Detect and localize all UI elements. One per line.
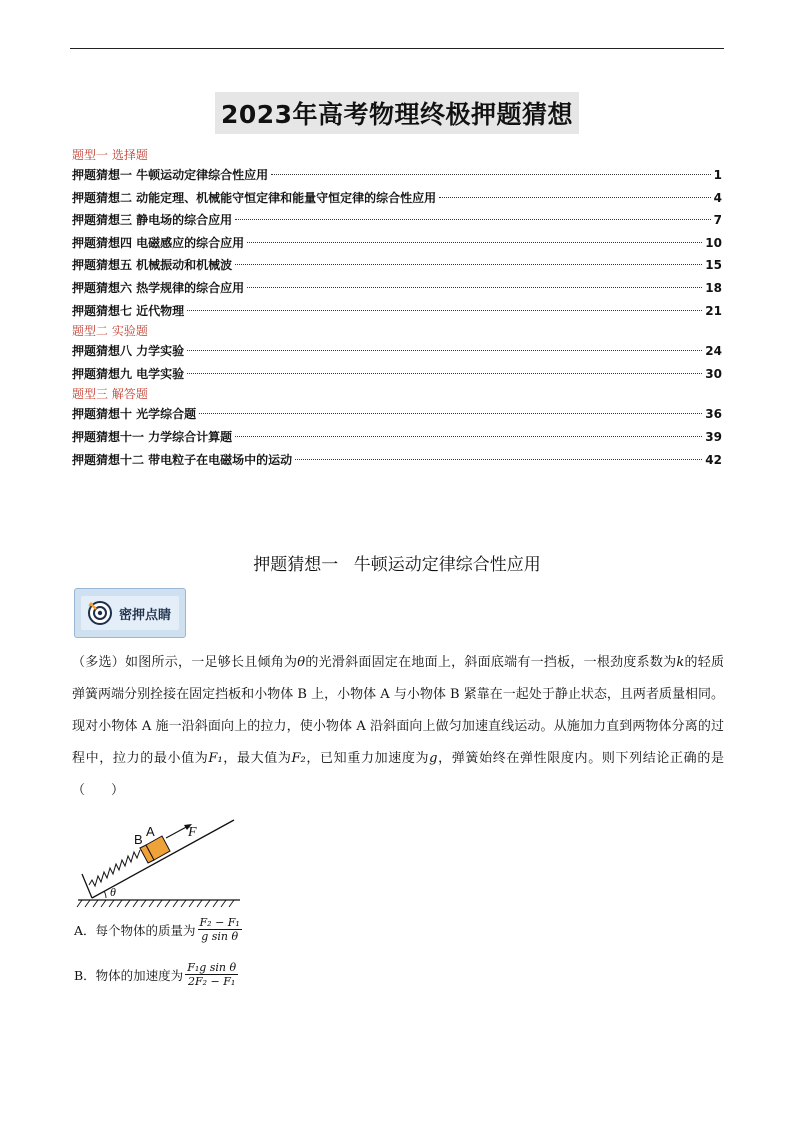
section-title: 押题猜想一 牛顿运动定律综合性应用 bbox=[253, 555, 541, 575]
toc-entry[interactable]: 押题猜想八 力学实验 24 bbox=[72, 344, 722, 359]
question-text: （多选）如图所示，一足够长且倾角为θ的光滑斜面固定在地面上，斜面底端有一挡板，一根劲度系数为k的轻质弹簧两端分别拴接在固定挡板和小物体 B 上，小物体 A 与小物体 B 紧靠在一起处于静止状态，且两者质量相同。现对小物体 A 施一沿斜面向上的拉力，使小物体 A 沿斜面向上做匀加速直线运动。从施加力直到两物体分离的过程中，拉力的最小值为F₁，最大值为F₂，已知重力加速度为g，弹簧始终在弹性限度内。则下列结论正确的是（ ） bbox=[72, 655, 724, 798]
document-title: 2023年高考物理终极押题猜想 bbox=[215, 92, 579, 134]
toc-entry[interactable]: 押题猜想十 光学综合题 36 bbox=[72, 407, 722, 422]
label-b: B bbox=[134, 832, 143, 847]
toc-entry[interactable]: 押题猜想五 机械振动和机械波 15 bbox=[72, 258, 722, 273]
toc-section-heading: 题型一 选择题 bbox=[72, 148, 148, 162]
option-b[interactable]: B．物体的加速度为 $\frac{\text{F₁g sin θ}}{\text{2F₂ − F₁}}$ bbox=[74, 961, 237, 988]
badge-label: 密押点睛 bbox=[119, 607, 172, 623]
toc-entry[interactable]: 押题猜想四 电磁感应的综合应用 10 bbox=[72, 235, 722, 250]
toc-entry[interactable]: 押题猜想六 热学规律的综合应用 18 bbox=[72, 280, 722, 295]
label-a: A bbox=[146, 824, 155, 839]
label-f: F bbox=[188, 825, 197, 840]
incline-diagram bbox=[74, 818, 244, 912]
title-block bbox=[0, 92, 794, 134]
key-point-badge bbox=[74, 588, 186, 638]
table-of-contents bbox=[72, 146, 722, 471]
label-theta: θ bbox=[110, 885, 116, 899]
toc-entry[interactable]: 押题猜想十一 力学综合计算题 39 bbox=[72, 429, 722, 444]
header-rule bbox=[70, 48, 724, 49]
target-icon bbox=[87, 600, 113, 626]
spring bbox=[89, 850, 140, 886]
option-b-formula: $\frac{\text{F₁g sin θ}}{\text{2F₂ − F₁}}$ bbox=[187, 961, 237, 988]
toc-entry[interactable]: 押题猜想九 电学实验 30 bbox=[72, 366, 722, 381]
option-a-formula: $\frac{\text{F₂ − F₁}}{\text{g sin θ}}$ bbox=[199, 916, 240, 943]
option-a[interactable]: A．每个物体的质量为 $\frac{\text{F₂ − F₁}}{\text{g sin θ}}$ bbox=[74, 916, 240, 943]
toc-entry[interactable]: 押题猜想十二 带电粒子在电磁场中的运动 42 bbox=[72, 452, 722, 467]
toc-entry[interactable]: 押题猜想七 近代物理 21 bbox=[72, 303, 722, 318]
baffle bbox=[82, 874, 92, 898]
toc-entry[interactable]: 押题猜想二 动能定理、机械能守恒定律和能量守恒定律的综合性应用 4 bbox=[72, 190, 722, 205]
toc-entry[interactable]: 押题猜想三 静电场的综合应用 7 bbox=[72, 213, 722, 228]
angle-arc bbox=[104, 891, 106, 898]
toc-section-heading: 题型二 实验题 bbox=[72, 324, 148, 339]
toc-section-heading: 题型三 解答题 bbox=[72, 387, 148, 402]
toc-entry[interactable]: 押题猜想一 牛顿运动定律综合性应用 1 bbox=[72, 168, 722, 182]
ground-hatching bbox=[77, 900, 234, 907]
